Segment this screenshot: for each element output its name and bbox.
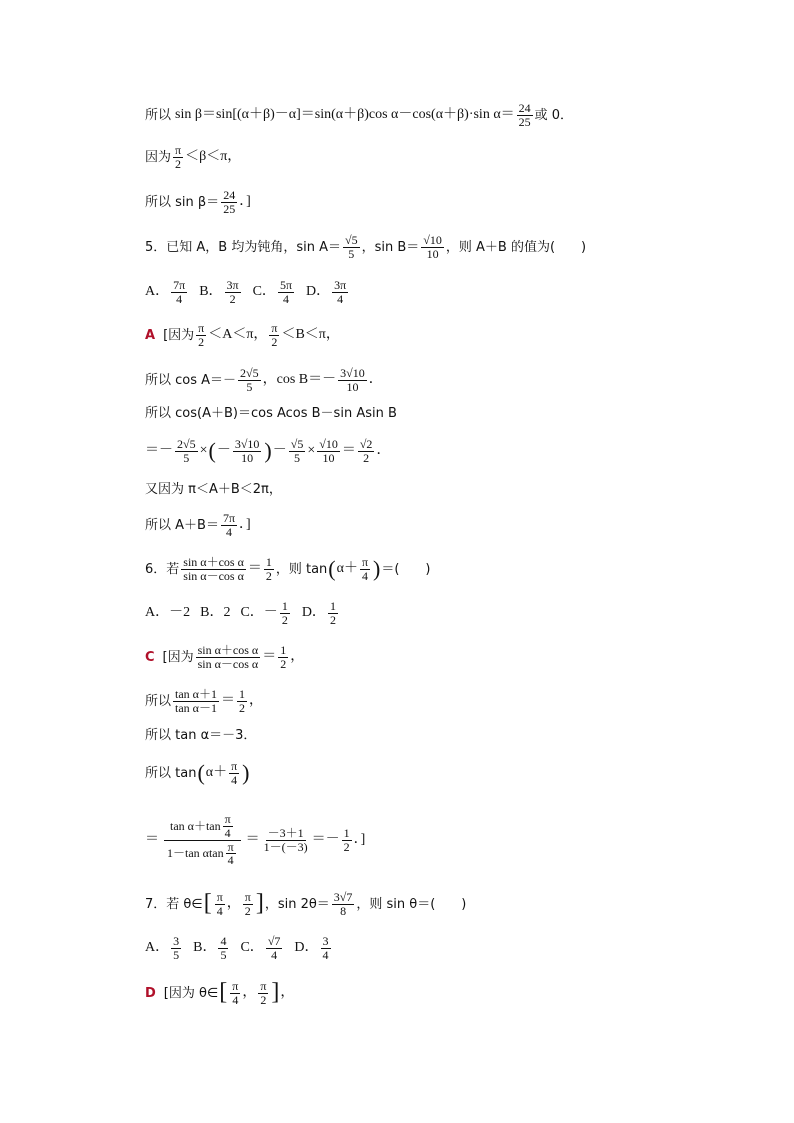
big-fraction [161, 813, 244, 866]
denominator: 5 [173, 947, 180, 962]
numerator: π [198, 320, 205, 335]
text: ， [280, 985, 295, 1000]
denominator: 2 [271, 334, 278, 349]
denominator: 25 [518, 114, 531, 129]
formula: ＝－ [145, 443, 173, 458]
text: 所以 [145, 107, 172, 123]
formula: α＋ [205, 765, 228, 780]
numerator: π [175, 142, 182, 157]
numerator: 3√7 [333, 889, 353, 904]
right-bracket: ] [255, 890, 264, 917]
question-5-options [145, 277, 350, 307]
fraction [173, 688, 219, 714]
numerator: π [271, 320, 278, 335]
solution-line [145, 398, 397, 428]
numerator: π [224, 812, 231, 827]
denominator: 5 [348, 246, 355, 261]
fraction [196, 322, 206, 348]
option-label: D． [294, 940, 319, 955]
answer-badge: C [145, 649, 155, 665]
denominator: 2 [244, 903, 251, 918]
text: 7．若 θ∈ [145, 896, 203, 912]
text: 因为 [145, 149, 172, 165]
text: 5．已知 A，B 均为钝角，sin A＝ [145, 239, 341, 255]
fraction [223, 813, 233, 839]
numerator: 7π [173, 277, 186, 292]
text: ， [226, 896, 241, 911]
denominator: sin α－cos α [197, 656, 259, 671]
denominator: 5 [246, 379, 253, 394]
text: ， [248, 693, 263, 708]
right-paren: ) [373, 556, 381, 582]
fraction [421, 234, 444, 260]
numerator: √2 [359, 436, 373, 451]
solution-line [145, 510, 251, 540]
fraction [230, 980, 240, 1006]
question-7-solution [145, 978, 294, 1008]
denominator: 8 [340, 903, 347, 918]
denominator: 25 [223, 201, 236, 216]
numerator: 2√5 [177, 436, 196, 451]
formula: ＝ [262, 649, 277, 664]
text: 所以 sin β＝ [145, 194, 220, 210]
text: ，则 tan [275, 561, 328, 577]
option-a[interactable]: A．－2 [145, 605, 191, 620]
option-label: A． [145, 940, 170, 955]
formula: ＝ [341, 443, 356, 458]
option-d[interactable] [302, 600, 340, 626]
numerator: π [231, 758, 238, 773]
text: 所以 A＋B＝ [145, 517, 219, 533]
denominator-text: 1－tan αtan [167, 846, 224, 861]
denominator: 1－(－3) [263, 839, 308, 854]
fraction [181, 556, 246, 582]
left-bracket: [ [219, 979, 228, 1006]
solution-line [145, 686, 263, 716]
numerator: 1 [281, 598, 288, 613]
formula: ． [376, 443, 391, 458]
denominator: 4 [224, 825, 231, 840]
formula: ＜B＜π， [281, 327, 340, 342]
numerator: √10 [319, 436, 338, 451]
solution-line [145, 365, 383, 395]
fraction [173, 144, 183, 170]
numerator: 4 [220, 933, 227, 948]
denominator: 4 [232, 992, 239, 1007]
text: 或 0． [534, 107, 574, 123]
solution-line [145, 100, 573, 130]
question-5-stem [145, 232, 586, 262]
fraction [264, 556, 274, 582]
numerator: 24 [518, 100, 531, 115]
formula: － [272, 443, 287, 458]
numerator: 3√10 [234, 436, 260, 451]
fraction [321, 935, 331, 961]
text: ， [242, 985, 257, 1000]
numerator: 1 [329, 598, 336, 613]
formula: ＜β＜π， [185, 149, 242, 164]
denominator: 2 [260, 992, 267, 1007]
question-5-solution [145, 320, 340, 350]
option-c[interactable] [253, 279, 296, 305]
denominator [161, 841, 244, 867]
fraction [237, 688, 247, 714]
text: ．] [239, 517, 251, 532]
fraction [171, 935, 181, 961]
option-b[interactable] [193, 935, 230, 961]
left-paren: ( [328, 556, 336, 582]
numerator: sin α＋cos α [183, 554, 244, 569]
formula: sin β＝sin[(α＋β)－α]＝sin(α＋β)cos α－cos(α＋β)·sin α＝ [175, 107, 515, 122]
denominator: 2 [238, 700, 245, 715]
fraction [229, 760, 239, 786]
option-label: D． [306, 284, 331, 299]
fraction [360, 556, 370, 582]
denominator: 2 [198, 334, 205, 349]
denominator: 4 [176, 291, 183, 306]
denominator: 10 [426, 246, 439, 261]
text: ，sin 2θ＝ [264, 896, 330, 912]
answer-badge: A [145, 327, 156, 343]
fraction [225, 279, 241, 305]
fraction [278, 644, 288, 670]
option-b[interactable]: B．2 [200, 605, 231, 620]
right-paren: ) [264, 438, 272, 464]
numerator: π [260, 978, 267, 993]
question-6-options [145, 598, 340, 628]
denominator: 5 [294, 450, 301, 465]
text: ， [290, 649, 305, 664]
fraction [171, 279, 187, 305]
option-b[interactable] [199, 279, 242, 305]
fraction [332, 279, 348, 305]
solution-line [145, 142, 241, 172]
fraction [266, 935, 283, 961]
formula: ＝ [145, 832, 159, 847]
fraction [342, 827, 352, 853]
denominator: 2 [280, 656, 287, 671]
fraction [517, 102, 533, 128]
numerator: √7 [267, 933, 281, 948]
fraction [328, 600, 338, 626]
solution-line [145, 758, 251, 788]
left-paren: ( [197, 760, 205, 786]
option-label: C． [252, 284, 276, 299]
denominator: 4 [216, 903, 223, 918]
option-label: D． [301, 605, 326, 620]
formula: × [199, 443, 208, 458]
formula: ＜A＜π， [208, 327, 268, 342]
fraction [338, 367, 367, 393]
option-d[interactable] [306, 279, 350, 305]
left-bracket: [ [203, 890, 212, 917]
solution-line [145, 812, 365, 868]
denominator: 4 [362, 568, 368, 583]
numerator: 1 [280, 642, 287, 657]
formula: ＝ [245, 832, 260, 847]
denominator: 10 [241, 450, 254, 465]
denominator: 4 [227, 853, 234, 868]
fraction [317, 438, 340, 464]
fraction [358, 438, 375, 464]
numerator: π [227, 839, 234, 854]
formula: 所以 tan α＝－3． [145, 727, 257, 743]
solution-line [145, 436, 390, 466]
question-7-options [145, 933, 333, 963]
option-label: B． [193, 940, 217, 955]
fraction [343, 234, 360, 260]
denominator: 2 [363, 450, 370, 465]
numerator: √5 [345, 232, 358, 247]
numerator: 3 [322, 933, 329, 948]
formula: α＋ [336, 561, 358, 576]
denominator: 10 [346, 379, 359, 394]
text: ．] [353, 832, 366, 847]
text: 所以 tan [145, 765, 197, 781]
numerator: π [244, 889, 251, 904]
denominator: 5 [220, 947, 227, 962]
numerator: π [361, 554, 369, 569]
denominator: 2 [281, 612, 288, 627]
numerator: 3π [334, 277, 347, 292]
left-paren: ( [208, 438, 216, 464]
numerator: tan α＋1 [175, 686, 217, 701]
option-c[interactable] [240, 935, 284, 961]
numerator-text: tan α＋tan [170, 819, 221, 834]
fraction [221, 512, 237, 538]
numerator: π [216, 889, 223, 904]
formula: － [216, 443, 231, 458]
fraction [243, 891, 253, 917]
denominator: 4 [337, 291, 344, 306]
fraction [262, 827, 310, 853]
denominator: 2 [265, 568, 272, 583]
denominator: 2 [229, 291, 236, 306]
text: 6．若 [145, 561, 180, 577]
numerator: π [232, 978, 239, 993]
numerator: 24 [223, 187, 236, 202]
numerator: 5π [279, 277, 292, 292]
denominator: 4 [322, 947, 329, 962]
numerator: 1 [238, 686, 245, 701]
fraction [218, 935, 228, 961]
solution-line [145, 474, 282, 504]
fraction [332, 891, 355, 917]
formula: × [307, 443, 316, 458]
numerator: 3 [173, 933, 180, 948]
numerator [164, 813, 241, 840]
denominator: 4 [271, 947, 278, 962]
numerator: √10 [423, 232, 442, 247]
question-6-stem [145, 554, 431, 584]
fraction [258, 980, 268, 1006]
question-6-solution [145, 642, 304, 672]
option-a[interactable] [145, 279, 189, 305]
option-c[interactable] [240, 600, 291, 626]
formula: ＝ [247, 561, 262, 576]
formula: ，cos B＝－ [262, 372, 337, 387]
formula: 所以 cos(A＋B)＝cos Acos B－sin Asin B [145, 405, 397, 421]
fraction [215, 891, 225, 917]
numerator: 1 [265, 554, 272, 569]
denominator: sin α－cos α [183, 568, 244, 583]
question-7-stem [145, 889, 466, 919]
text: 所以 cos A＝－ [145, 372, 237, 388]
numerator: 3π [226, 277, 239, 292]
text: [因为 [162, 649, 194, 665]
formula: ＝－ [311, 832, 340, 847]
numerator: －3＋1 [267, 825, 304, 840]
denominator: 4 [282, 291, 289, 306]
option-label: B． [199, 284, 223, 299]
denominator: 2 [175, 156, 182, 171]
text: [因为 θ∈ [163, 985, 219, 1001]
fraction [238, 367, 261, 393]
solution-line [145, 720, 256, 750]
denominator: tan α－1 [175, 700, 217, 715]
formula: ＝ [220, 693, 235, 708]
denominator: 2 [329, 612, 336, 627]
solution-line [145, 187, 251, 217]
denominator: 4 [225, 524, 232, 539]
option-d[interactable] [294, 935, 332, 961]
denominator: 10 [322, 450, 335, 465]
option-label: A． [145, 284, 170, 299]
answer-badge: D [145, 985, 156, 1001]
fraction [289, 438, 306, 464]
text: ，则 sin θ＝( ) [356, 896, 467, 912]
fraction [233, 438, 262, 464]
text: ，则 A＋B 的值为( ) [445, 239, 587, 255]
fraction [175, 438, 198, 464]
numerator: 2√5 [240, 365, 259, 380]
formula: ． [368, 372, 383, 387]
text: ．] [239, 194, 251, 209]
numerator: 3√10 [340, 365, 365, 380]
option-label: C．－ [240, 605, 278, 620]
numerator: 7π [222, 510, 236, 525]
text: 所以 [145, 693, 172, 709]
denominator: 2 [343, 839, 350, 854]
formula: 又因为 π＜A＋B＜2π， [145, 481, 282, 497]
option-label: C． [240, 940, 264, 955]
denominator: 5 [183, 450, 190, 465]
fraction [221, 189, 237, 215]
numerator: sin α＋cos α [197, 642, 259, 657]
text: ＝( ) [381, 561, 431, 577]
numerator: √5 [290, 436, 304, 451]
numerator: 1 [343, 825, 350, 840]
option-a[interactable] [145, 935, 183, 961]
fraction [280, 600, 290, 626]
right-bracket: ] [271, 979, 280, 1006]
fraction [196, 644, 261, 670]
right-paren: ) [242, 760, 250, 786]
text: [因为 [163, 327, 195, 343]
fraction [269, 322, 279, 348]
text: ，sin B＝ [361, 239, 420, 255]
denominator: 4 [231, 772, 238, 787]
fraction [226, 841, 236, 867]
fraction [278, 279, 294, 305]
